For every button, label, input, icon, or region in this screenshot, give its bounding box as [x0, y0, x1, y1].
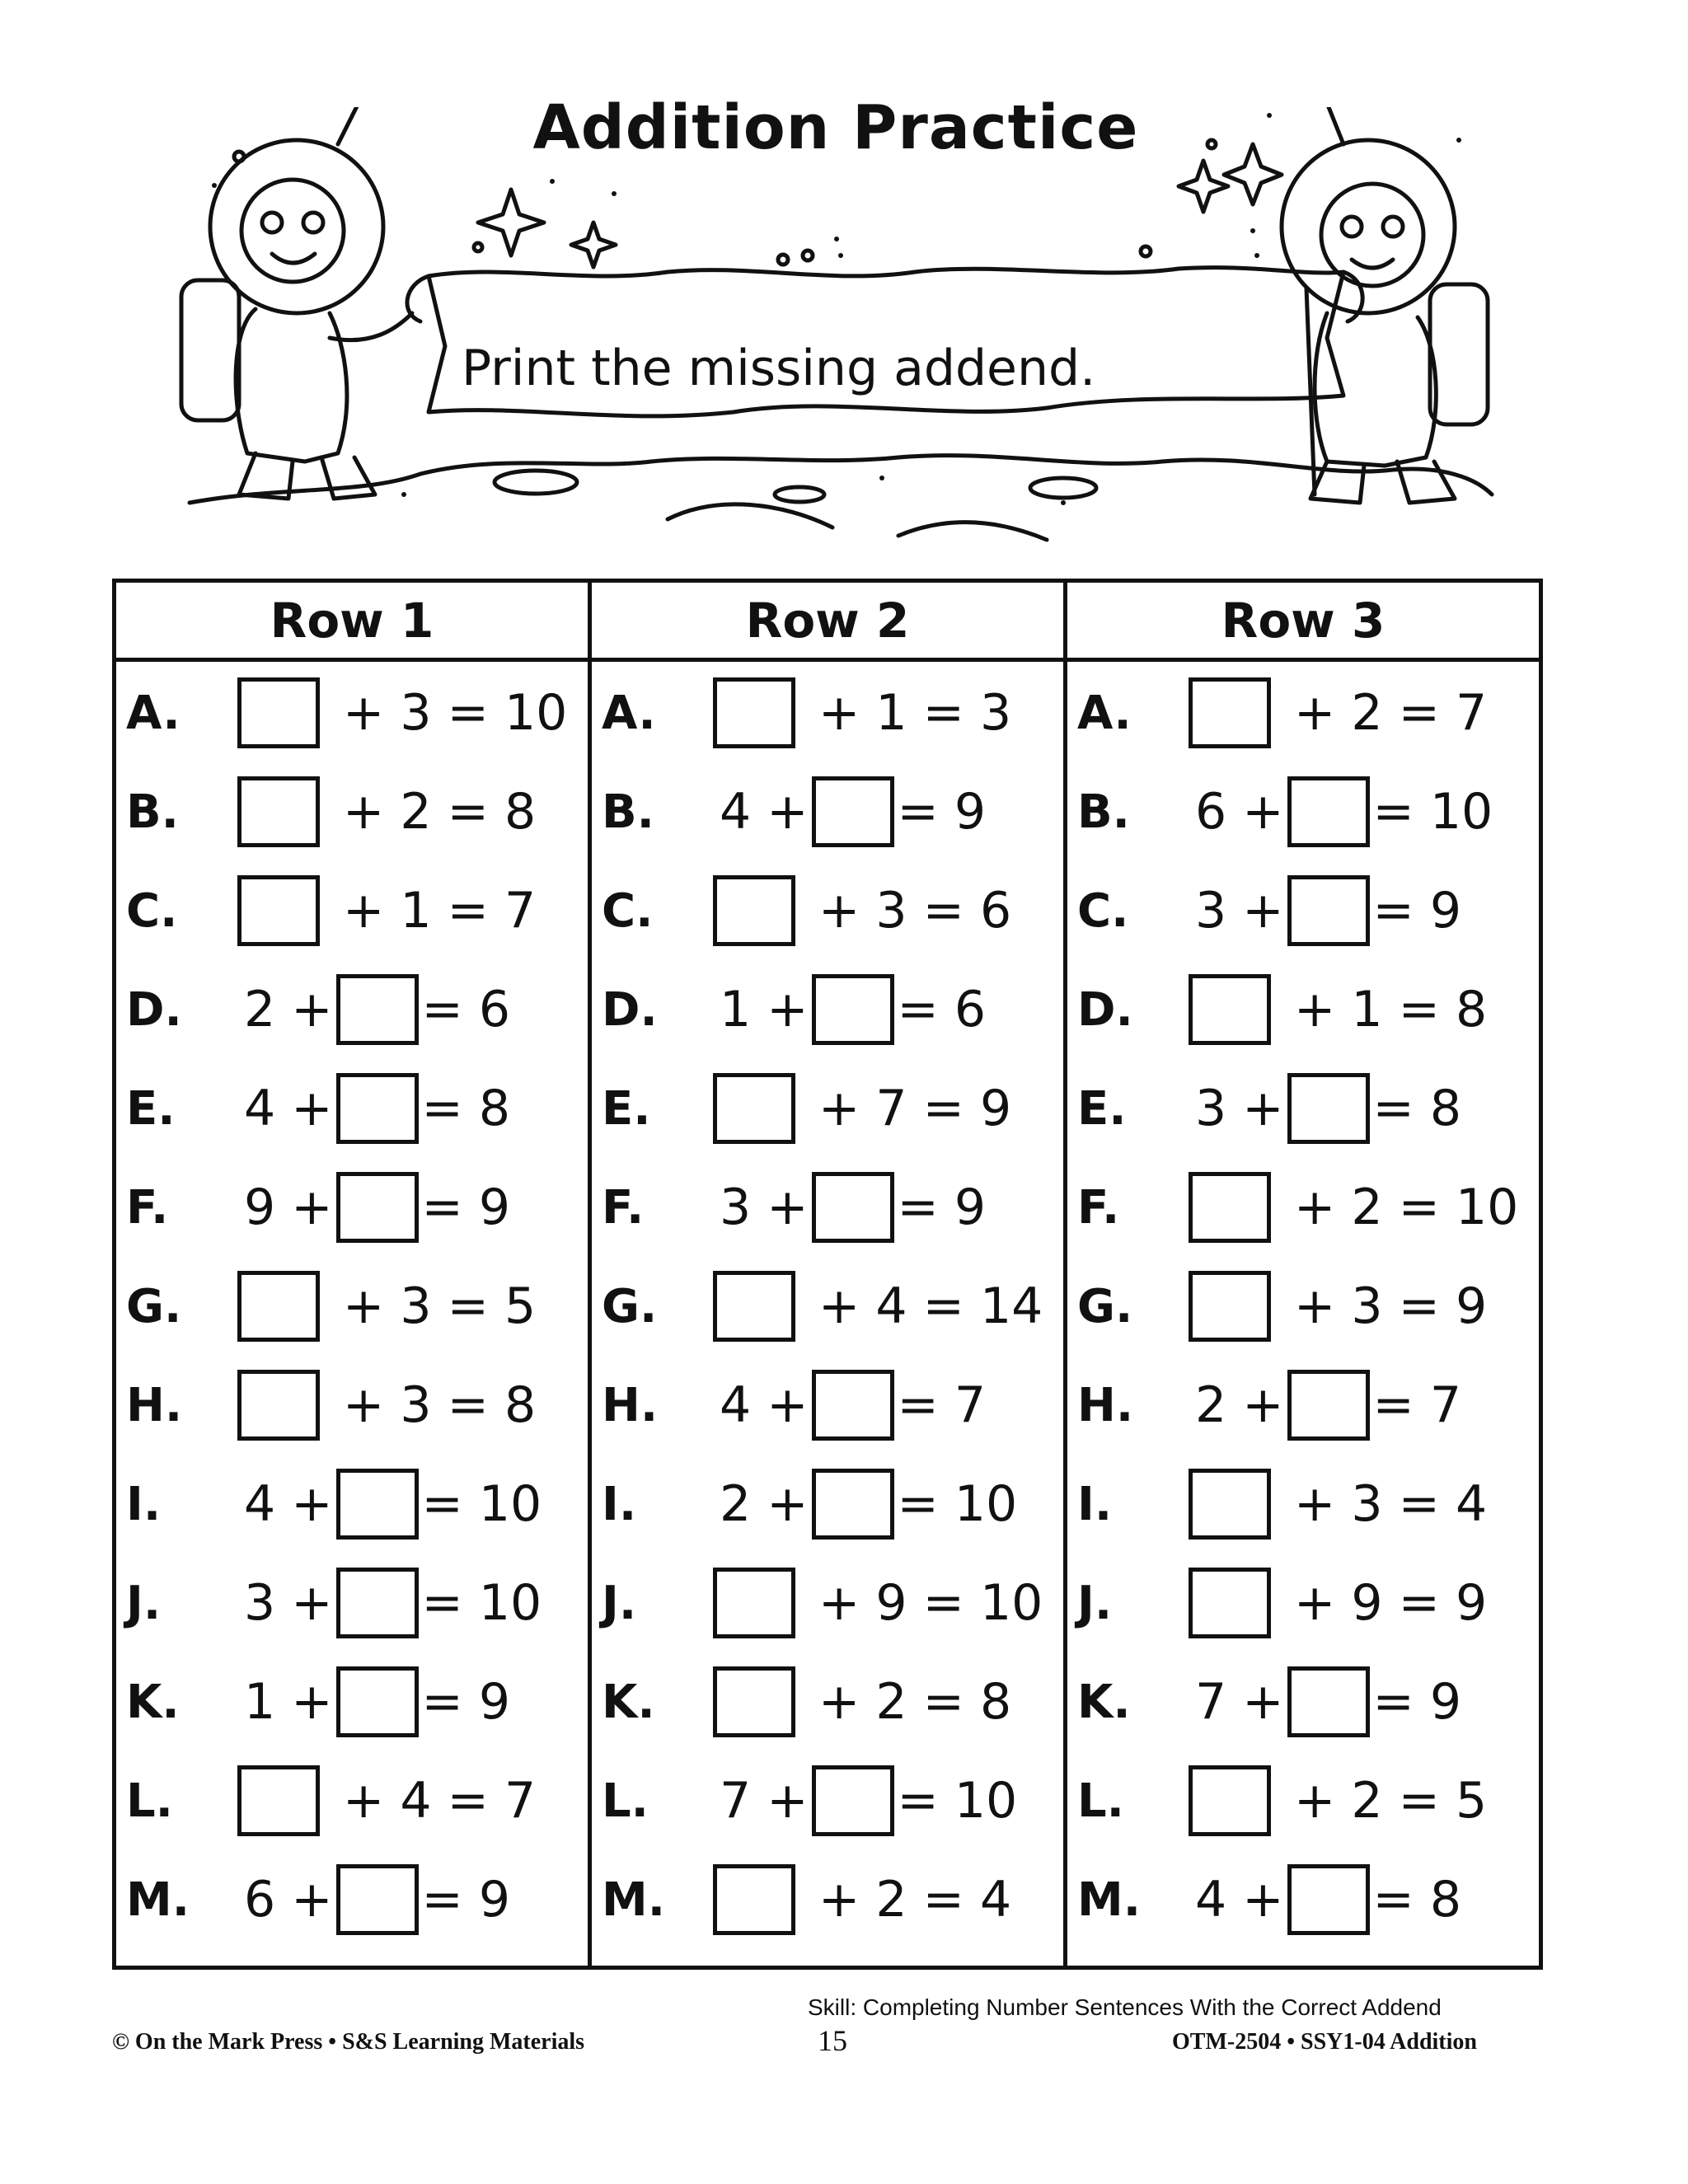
problem-letter: L.	[1077, 1774, 1124, 1828]
problem-item	[126, 1661, 588, 1743]
answer-box[interactable]	[1189, 1568, 1271, 1638]
equation-text: + 1 = 3	[818, 684, 1012, 742]
equation-text: 6 +	[1195, 783, 1284, 841]
problem-item	[126, 1364, 588, 1446]
problem-letter: D.	[602, 982, 658, 1037]
answer-box[interactable]	[713, 1073, 795, 1144]
answer-box[interactable]	[1189, 1469, 1271, 1540]
answer-box[interactable]	[237, 1271, 320, 1342]
problem-letter: E.	[126, 1081, 176, 1136]
equation-text: 1 +	[720, 981, 809, 1038]
problem-letter: B.	[126, 785, 179, 839]
problem-item	[602, 1265, 1063, 1347]
column-header: Row 2	[592, 583, 1063, 662]
problem-item	[126, 869, 588, 952]
problem-item	[1077, 1067, 1539, 1150]
problem-list	[1067, 662, 1539, 1966]
equation-text: + 7 = 9	[818, 1080, 1012, 1137]
problem-item	[1077, 869, 1539, 952]
page-number: 15	[818, 2024, 847, 2057]
footer-copyright: © On the Mark Press • S&S Learning Materials	[112, 2029, 585, 2055]
answer-box[interactable]	[713, 1864, 795, 1935]
problem-item	[602, 1067, 1063, 1150]
equation-result: = 6	[897, 981, 987, 1038]
column-header: Row 3	[1067, 583, 1539, 662]
answer-box[interactable]	[812, 1370, 894, 1441]
equation-result: = 10	[421, 1475, 542, 1533]
answer-box[interactable]	[812, 776, 894, 847]
problem-item	[602, 1166, 1063, 1249]
answer-box[interactable]	[812, 1765, 894, 1836]
problem-letter: J.	[1077, 1576, 1113, 1630]
problem-letter: L.	[602, 1774, 649, 1828]
equation-text: 4 +	[720, 1376, 809, 1434]
answer-box[interactable]	[237, 776, 320, 847]
problem-letter: J.	[126, 1576, 162, 1630]
equation-text: + 3 = 10	[343, 684, 568, 742]
problem-item	[602, 968, 1063, 1051]
problem-item	[1077, 1562, 1539, 1644]
equation-text: + 9 = 9	[1294, 1574, 1488, 1632]
problem-letter: D.	[126, 982, 182, 1037]
answer-box[interactable]	[1189, 974, 1271, 1045]
page-title: Addition Practice	[532, 92, 1139, 163]
answer-box[interactable]	[336, 1568, 419, 1638]
astronaut-banner-illustration	[157, 107, 1508, 569]
problem-item	[1077, 771, 1539, 853]
problem-letter: F.	[126, 1180, 169, 1235]
equation-text: 3 +	[1195, 1080, 1284, 1137]
worksheet-table	[112, 579, 1543, 1970]
problem-letter: G.	[1077, 1279, 1133, 1333]
problem-item	[1077, 1760, 1539, 1842]
problem-letter: H.	[602, 1378, 659, 1432]
equation-text: + 3 = 9	[1294, 1277, 1488, 1335]
equation-result: = 9	[897, 783, 987, 841]
problem-letter: M.	[126, 1872, 190, 1927]
equation-result: = 9	[1372, 1673, 1462, 1731]
equation-result: = 10	[1372, 783, 1493, 841]
equation-text: + 9 = 10	[818, 1574, 1043, 1632]
problem-letter: C.	[602, 883, 654, 938]
problem-item	[602, 1858, 1063, 1941]
column-row-2	[592, 583, 1067, 1966]
problem-letter: C.	[1077, 883, 1129, 938]
answer-box[interactable]	[336, 974, 419, 1045]
moon-ground-shape	[190, 456, 1492, 503]
answer-box[interactable]	[1189, 1765, 1271, 1836]
problem-letter: K.	[1077, 1675, 1131, 1729]
instruction-text: Print the missing addend.	[462, 340, 1096, 397]
problem-item	[1077, 672, 1539, 754]
problem-letter: D.	[1077, 982, 1133, 1037]
problem-item	[602, 869, 1063, 952]
equation-result: = 10	[421, 1574, 542, 1632]
equation-result: = 8	[1372, 1080, 1462, 1137]
problem-item	[1077, 1661, 1539, 1743]
problem-letter: F.	[1077, 1180, 1120, 1235]
problem-letter: C.	[126, 883, 178, 938]
problem-letter: L.	[126, 1774, 173, 1828]
problem-item	[126, 1463, 588, 1545]
problem-list	[592, 662, 1063, 1966]
equation-text: 4 +	[1195, 1871, 1284, 1929]
problem-item	[126, 1760, 588, 1842]
answer-box[interactable]	[1287, 1666, 1370, 1737]
problem-letter: J.	[602, 1576, 637, 1630]
equation-text: + 2 = 8	[343, 783, 537, 841]
equation-text: + 3 = 5	[343, 1277, 537, 1335]
equation-result: = 9	[897, 1179, 987, 1236]
answer-box[interactable]	[1189, 1172, 1271, 1243]
equation-result: = 6	[421, 981, 511, 1038]
problem-letter: A.	[1077, 686, 1132, 740]
answer-box[interactable]	[812, 974, 894, 1045]
equation-result: = 9	[421, 1673, 511, 1731]
answer-box[interactable]	[336, 1864, 419, 1935]
problem-letter: A.	[602, 686, 656, 740]
answer-box[interactable]	[713, 875, 795, 946]
equation-result: = 7	[1372, 1376, 1462, 1434]
problem-item	[602, 1760, 1063, 1842]
problem-letter: G.	[602, 1279, 658, 1333]
problem-letter: H.	[1077, 1378, 1134, 1432]
problem-item	[126, 1067, 588, 1150]
answer-box[interactable]	[812, 1469, 894, 1540]
equation-text: + 2 = 5	[1294, 1772, 1488, 1830]
equation-text: + 1 = 7	[343, 882, 537, 940]
problem-item	[126, 1265, 588, 1347]
equation-text: + 3 = 4	[1294, 1475, 1488, 1533]
equation-result: = 9	[1372, 882, 1462, 940]
equation-text: 9 +	[244, 1179, 333, 1236]
problem-letter: K.	[126, 1675, 180, 1729]
column-row-3	[1067, 583, 1539, 1966]
answer-box[interactable]	[713, 677, 795, 748]
problem-letter: M.	[602, 1872, 665, 1927]
column-header: Row 1	[116, 583, 588, 662]
equation-text: 3 +	[720, 1179, 809, 1236]
equation-text: + 2 = 10	[1294, 1179, 1519, 1236]
equation-result: = 8	[421, 1080, 511, 1137]
answer-box[interactable]	[336, 1172, 419, 1243]
problem-item	[126, 771, 588, 853]
problem-letter: I.	[1077, 1477, 1113, 1531]
footer-code: OTM-2504 • SSY1-04 Addition	[1172, 2029, 1477, 2055]
problem-item	[126, 1166, 588, 1249]
equation-result: = 10	[897, 1772, 1018, 1830]
equation-text: 3 +	[244, 1574, 333, 1632]
equation-result: = 9	[421, 1871, 511, 1929]
equation-text: + 3 = 8	[343, 1376, 537, 1434]
equation-text: 2 +	[1195, 1376, 1284, 1434]
problem-item	[602, 672, 1063, 754]
equation-text: 4 +	[244, 1475, 333, 1533]
problem-letter: H.	[126, 1378, 183, 1432]
problem-item	[602, 1661, 1063, 1743]
equation-result: = 10	[897, 1475, 1018, 1533]
answer-box[interactable]	[1287, 776, 1370, 847]
problem-list	[116, 662, 588, 1966]
equation-text: + 1 = 8	[1294, 981, 1488, 1038]
problem-item	[1077, 1166, 1539, 1249]
answer-box[interactable]	[1287, 875, 1370, 946]
equation-text: + 2 = 7	[1294, 684, 1488, 742]
equation-text: + 2 = 8	[818, 1673, 1012, 1731]
answer-box[interactable]	[1287, 1073, 1370, 1144]
equation-result: = 8	[1372, 1871, 1462, 1929]
answer-box[interactable]	[237, 677, 320, 748]
problem-item	[1077, 1463, 1539, 1545]
answer-box[interactable]	[237, 1765, 320, 1836]
answer-box[interactable]	[1287, 1864, 1370, 1935]
answer-box[interactable]	[1189, 1271, 1271, 1342]
problem-letter: F.	[602, 1180, 645, 1235]
problem-letter: B.	[602, 785, 654, 839]
answer-box[interactable]	[1189, 677, 1271, 748]
problem-item	[126, 1858, 588, 1941]
equation-text: 3 +	[1195, 882, 1284, 940]
equation-text: 2 +	[244, 981, 333, 1038]
answer-box[interactable]	[237, 875, 320, 946]
problem-letter: G.	[126, 1279, 182, 1333]
answer-box[interactable]	[713, 1666, 795, 1737]
answer-box[interactable]	[336, 1666, 419, 1737]
answer-box[interactable]	[237, 1370, 320, 1441]
equation-text: 4 +	[720, 783, 809, 841]
problem-item	[1077, 1364, 1539, 1446]
equation-result: = 9	[421, 1179, 511, 1236]
equation-text: + 2 = 4	[818, 1871, 1012, 1929]
problem-letter: I.	[602, 1477, 637, 1531]
equation-text: 2 +	[720, 1475, 809, 1533]
equation-text: 4 +	[244, 1080, 333, 1137]
problem-item	[126, 968, 588, 1051]
equation-text: 6 +	[244, 1871, 333, 1929]
equation-text: + 4 = 7	[343, 1772, 537, 1830]
problem-letter: B.	[1077, 785, 1130, 839]
answer-box[interactable]	[336, 1073, 419, 1144]
answer-box[interactable]	[1287, 1370, 1370, 1441]
equation-text: + 3 = 6	[818, 882, 1012, 940]
problem-item	[126, 1562, 588, 1644]
answer-box[interactable]	[336, 1469, 419, 1540]
problem-item	[126, 672, 588, 754]
column-row-1	[116, 583, 592, 1966]
answer-box[interactable]	[713, 1271, 795, 1342]
problem-item	[602, 771, 1063, 853]
footer-skill: Skill: Completing Number Sentences With the Correct Addend	[808, 1994, 1442, 2020]
problem-item	[602, 1463, 1063, 1545]
equation-text: 7 +	[1195, 1673, 1284, 1731]
equation-result: = 7	[897, 1376, 987, 1434]
problem-item	[602, 1562, 1063, 1644]
answer-box[interactable]	[812, 1172, 894, 1243]
problem-item	[1077, 968, 1539, 1051]
equation-text: 7 +	[720, 1772, 809, 1830]
problem-letter: E.	[1077, 1081, 1127, 1136]
equation-text: + 4 = 14	[818, 1277, 1043, 1335]
problem-letter: K.	[602, 1675, 655, 1729]
equation-text: 1 +	[244, 1673, 333, 1731]
problem-item	[602, 1364, 1063, 1446]
problem-letter: A.	[126, 686, 181, 740]
problem-item	[1077, 1858, 1539, 1941]
problem-letter: M.	[1077, 1872, 1141, 1927]
answer-box[interactable]	[713, 1568, 795, 1638]
problem-letter: I.	[126, 1477, 162, 1531]
problem-item	[1077, 1265, 1539, 1347]
problem-letter: E.	[602, 1081, 651, 1136]
